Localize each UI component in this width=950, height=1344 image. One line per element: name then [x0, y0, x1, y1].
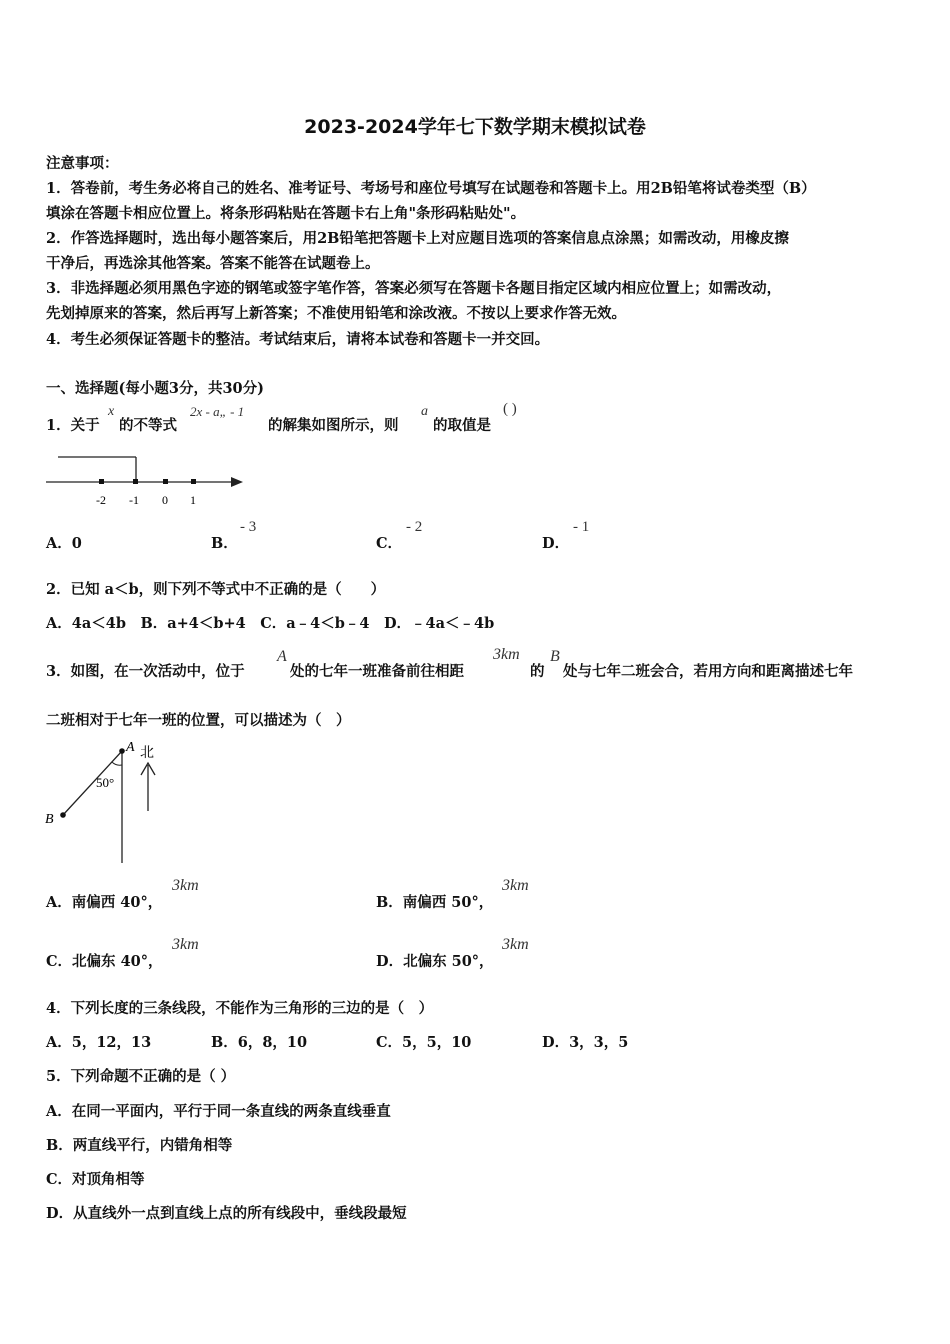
q1-text-2: 的不等式 — [119, 417, 177, 434]
tick-point — [133, 479, 138, 484]
q3-option-b: B．南偏西 50°， — [376, 894, 494, 911]
q2-options: A．4a＜4b B．a+4＜b+4 C．a﹣4＜b﹣4 D．﹣4a＜﹣4b — [46, 615, 495, 632]
q5-option-c: C．对顶角相等 — [46, 1171, 145, 1188]
tick-point — [191, 479, 196, 484]
tick-label: -1 — [129, 493, 139, 507]
q4-option-b: B．6，8，10 — [211, 1034, 308, 1051]
q3-text-1: 3．如图，在一次活动中，位于 — [46, 663, 245, 680]
notice-line: 3．非选择题必须用黑色字迹的钢笔或签字笔作答，答案必须写在答题卡各题目指定区域内相应位置上；如需改动， — [46, 280, 782, 297]
q3-point-b: B — [550, 648, 560, 665]
tick-point — [163, 479, 168, 484]
axis-arrow — [231, 477, 243, 487]
q1-number-line — [40, 450, 250, 512]
label-a: A — [126, 740, 135, 755]
page-title: 2023-2024学年七下数学期末模拟试卷 — [304, 116, 646, 138]
angle-arc — [112, 762, 122, 765]
notice-line: 先划掉原来的答案，然后再写上新答案；不准使用铅笔和涂改液。不按以上要求作答无效。 — [46, 305, 626, 322]
q3-option-a-value: 3km — [172, 877, 199, 894]
q3-text-2: 处的七年一班准备前往相距 — [290, 663, 464, 680]
tick-label: 0 — [162, 493, 168, 507]
q5-text: 5．下列命题不正确的是（ ） — [46, 1068, 236, 1085]
q3-distance: 3km — [493, 646, 520, 663]
notice-heading: 注意事项： — [46, 155, 119, 172]
q4-option-c: C．5，5，10 — [376, 1034, 472, 1051]
label-angle: 50° — [96, 775, 115, 790]
q3-option-c-value: 3km — [172, 936, 199, 953]
label-north: 北 — [140, 746, 154, 761]
q4-text: 4．下列长度的三条线段，不能作为三角形的三边的是（ ） — [46, 1000, 434, 1017]
q5-option-a: A．在同一平面内，平行于同一条直线的两条直线垂直 — [46, 1103, 391, 1120]
q1-option-c: C． — [376, 535, 403, 552]
point-a — [119, 748, 125, 754]
q1-text-3: 的解集如图所示，则 — [268, 417, 399, 434]
q2-text: 2．已知 a＜b，则下列不等式中不正确的是（ ） — [46, 581, 386, 598]
q5-option-d: D．从直线外一点到直线上点的所有线段中，垂线段最短 — [46, 1205, 407, 1222]
q1-option-a: A．0 — [46, 535, 82, 552]
q1-answer-bracket: ( ) — [503, 401, 517, 417]
notice-line: 2．作答选择题时，选出每小题答案后，用2B铅笔把答题卡上对应题目选项的答案信息点涂黑；如需改动，用橡皮擦 — [46, 230, 789, 247]
q3-option-b-value: 3km — [502, 877, 529, 894]
q3-direction-figure — [40, 735, 170, 870]
notice-line: 干净后，再选涂其他答案。答案不能答在试题卷上。 — [46, 255, 380, 272]
q4-option-a: A．5，12，13 — [46, 1034, 152, 1051]
point-b — [60, 812, 66, 818]
q1-text-1: 1．关于 — [46, 417, 100, 434]
q3-option-d-value: 3km — [502, 936, 529, 953]
q1-option-c-value: - 2 — [406, 519, 423, 535]
q3-option-d: D．北偏东 50°， — [376, 953, 494, 970]
q3-text-5: 二班相对于七年一班的位置，可以描述为（ ） — [46, 712, 351, 729]
q1-inequality: 2x - a„ - 1 — [190, 404, 245, 419]
q1-var-x: x — [108, 404, 115, 419]
q1-option-d-value: - 1 — [573, 519, 590, 535]
notice-line: 4．考生必须保证答题卡的整洁。考试结束后，请将本试卷和答题卡一并交回。 — [46, 331, 550, 348]
q3-option-c: C．北偏东 40°， — [46, 953, 163, 970]
label-b: B — [45, 812, 54, 827]
q3-option-a: A．南偏西 40°， — [46, 894, 163, 911]
tick-label: -2 — [96, 493, 106, 507]
notice-line: 1．答卷前，考生务必将自己的姓名、准考证号、考场号和座位号填写在试题卷和答题卡上。用2B铅笔将试卷类型（B） — [46, 180, 816, 197]
tick-label: 1 — [190, 493, 196, 507]
notice-line: 填涂在答题卡相应位置上。将条形码粘贴在答题卡右上角"条形码粘贴处"。 — [46, 205, 526, 222]
q5-option-b: B．两直线平行，内错角相等 — [46, 1137, 233, 1154]
q4-option-d: D．3，3，5 — [542, 1034, 629, 1051]
q1-option-b: B． — [211, 535, 238, 552]
q1-option-d: D． — [542, 535, 570, 552]
section-heading: 一、选择题(每小题3分，共30分) — [46, 380, 264, 397]
q3-text-4: 处与七年二班会合，若用方向和距离描述七年 — [563, 663, 853, 680]
tick-point — [99, 479, 104, 484]
q3-point-a: A — [277, 648, 287, 665]
q1-text-4: 的取值是 — [433, 417, 491, 434]
q3-text-3: 的 — [530, 663, 545, 680]
q1-var-a: a — [421, 404, 428, 419]
q1-option-b-value: - 3 — [240, 519, 257, 535]
